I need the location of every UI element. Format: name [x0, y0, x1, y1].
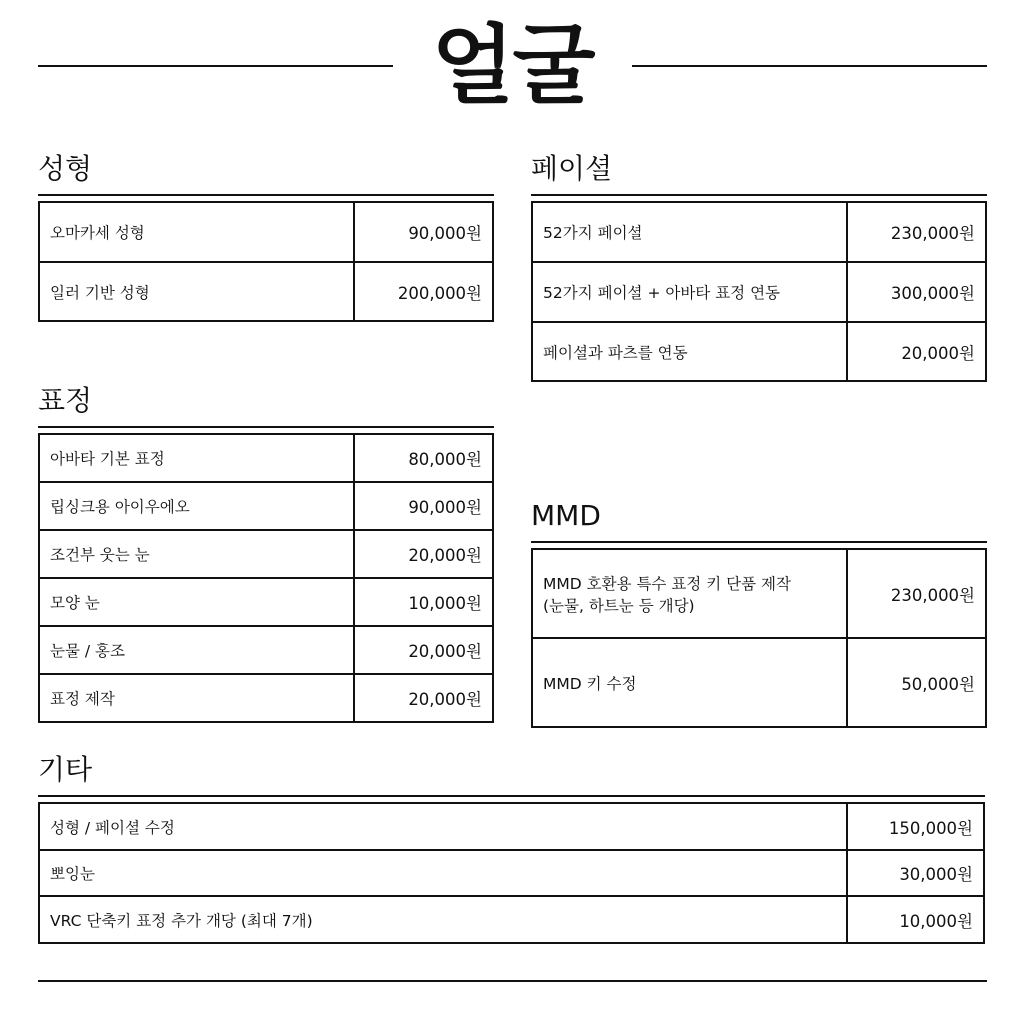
- table-row: [532, 202, 986, 262]
- item-price: 20,000원: [354, 626, 493, 674]
- item-name: [532, 549, 847, 638]
- section-expression: [38, 384, 494, 723]
- item-name: 52가지 페이셜 + 아바타 표정 연동: [532, 262, 847, 322]
- item-name: 페이셜과 파츠를 연동: [532, 322, 847, 381]
- item-name: 조건부 웃는 눈: [39, 530, 354, 578]
- table-row: [532, 262, 986, 322]
- item-name: 오마카세 성형: [39, 202, 354, 262]
- section-modeling: [38, 152, 494, 322]
- title-banner: [38, 18, 987, 114]
- item-price: 20,000원: [847, 322, 986, 381]
- item-price: 230,000원: [847, 202, 986, 262]
- price-table-mmd: [531, 548, 987, 728]
- item-price: 90,000원: [354, 202, 493, 262]
- item-price: 20,000원: [354, 674, 493, 722]
- table-row: [39, 482, 493, 530]
- item-name: VRC 단축키 표정 추가 개당 (최대 7개): [39, 896, 847, 943]
- section-rule: [38, 194, 494, 196]
- price-table-facial: [531, 201, 987, 382]
- item-price: 200,000원: [354, 262, 493, 321]
- item-name: 표정 제작: [39, 674, 354, 722]
- price-table-expression: [38, 433, 494, 723]
- item-name: 성형 / 페이셜 수정: [39, 803, 847, 850]
- title-divider-left: [38, 65, 393, 67]
- item-name: 립싱크용 아이우에오: [39, 482, 354, 530]
- table-row: [532, 322, 986, 381]
- item-name: 아바타 기본 표정: [39, 434, 354, 482]
- section-facial: [531, 152, 987, 382]
- price-table-modeling: [38, 201, 494, 322]
- section-rule: [38, 795, 985, 797]
- item-price: 50,000원: [847, 638, 986, 727]
- item-name-line: (눈물, 하트눈 등 개당): [543, 596, 695, 615]
- table-row: [39, 202, 493, 262]
- item-name: 일러 기반 성형: [39, 262, 354, 321]
- item-name: 뽀잉눈: [39, 850, 847, 896]
- title-divider-right: [632, 65, 987, 67]
- item-price: 230,000원: [847, 549, 986, 638]
- page-title: 얼굴: [431, 16, 594, 116]
- section-rule: [531, 194, 987, 196]
- item-name-line: MMD 호환용 특수 표정 키 단품 제작: [543, 574, 791, 593]
- bottom-divider: [38, 980, 987, 982]
- section-heading-other: 기타: [38, 753, 93, 786]
- item-price: 80,000원: [354, 434, 493, 482]
- section-heading-modeling: 성형: [38, 152, 93, 185]
- table-row: [39, 626, 493, 674]
- section-heading-expression: 표정: [38, 384, 93, 417]
- section-rule: [38, 426, 494, 428]
- item-name: 모양 눈: [39, 578, 354, 626]
- item-name: MMD 키 수정: [532, 638, 847, 727]
- item-price: 30,000원: [847, 850, 984, 896]
- table-row: [39, 803, 984, 850]
- table-row: [39, 674, 493, 722]
- table-row: [39, 896, 984, 943]
- item-price: 10,000원: [847, 896, 984, 943]
- section-rule: [531, 541, 987, 543]
- item-price: 90,000원: [354, 482, 493, 530]
- price-table-other: [38, 802, 985, 944]
- table-row: [39, 262, 493, 321]
- section-mmd: [531, 499, 987, 728]
- table-row: [532, 638, 986, 727]
- item-price: 150,000원: [847, 803, 984, 850]
- section-heading-mmd: MMD: [531, 499, 601, 532]
- table-row: [39, 578, 493, 626]
- section-other: [38, 753, 985, 944]
- item-price: 20,000원: [354, 530, 493, 578]
- item-name: 52가지 페이셜: [532, 202, 847, 262]
- item-price: 300,000원: [847, 262, 986, 322]
- table-row: [39, 434, 493, 482]
- table-row: [39, 530, 493, 578]
- item-name: 눈물 / 홍조: [39, 626, 354, 674]
- table-row: [532, 549, 986, 638]
- table-row: [39, 850, 984, 896]
- item-price: 10,000원: [354, 578, 493, 626]
- section-heading-facial: 페이셜: [531, 152, 613, 185]
